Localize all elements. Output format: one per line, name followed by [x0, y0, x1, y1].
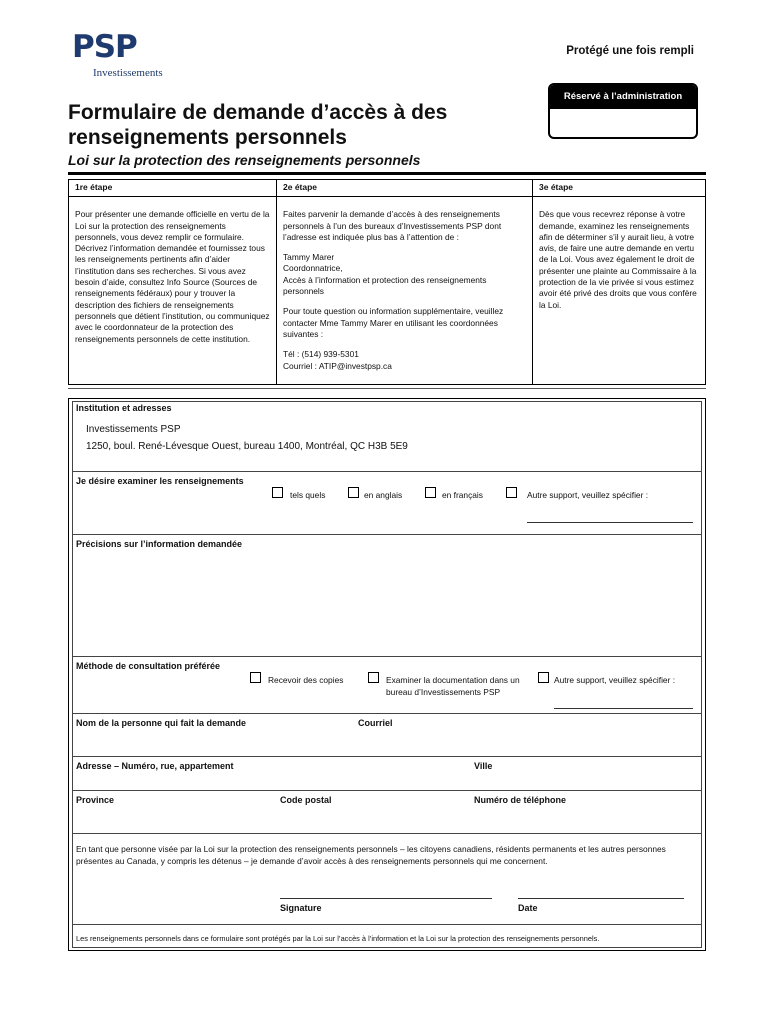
divider — [72, 656, 702, 657]
protected-label: Protégé une fois rempli — [566, 45, 694, 57]
option-english-label: en anglais — [364, 490, 403, 500]
signature-label: Signature — [280, 903, 322, 913]
address-field[interactable] — [76, 773, 466, 787]
declaration-text: En tant que personne visée par la Loi sur la protection des renseignements personnels – les citoyens canadiens, résidents permanents et les autres personnes présentes au Canada, y compris les détenus – je demande d’avoir accès à des renseignements personnels qui me concernent. — [76, 844, 666, 866]
address-label: Adresse – Numéro, rue, appartement — [76, 761, 234, 771]
method-office-label: Examiner la documentation dans un bureau d’Investissements PSP — [386, 675, 520, 697]
option-other-format-label: Autre support, veuillez spécifier : — [527, 490, 649, 500]
method-other-label: Autre support, veuillez spécifier : — [554, 675, 676, 685]
precisions-textarea[interactable] — [76, 552, 698, 652]
checkbox-other-format[interactable] — [506, 487, 517, 498]
step-contact: Tammy Marer Coordonnatrice, Accès à l’information et protection des renseignements personnels — [283, 252, 487, 297]
signature-field[interactable] — [280, 898, 492, 899]
city-field[interactable] — [474, 773, 698, 787]
date-field[interactable] — [518, 898, 684, 899]
province-field[interactable] — [76, 807, 272, 829]
divider — [72, 713, 702, 714]
step-3 — [532, 180, 705, 384]
form-subtitle: Loi sur la protection des renseignements personnels — [68, 152, 421, 168]
date-label: Date — [518, 903, 538, 913]
requester-name-label: Nom de la personne qui fait la demande — [76, 718, 247, 728]
step-paragraph: Faites parvenir la demande d’accès à des renseignements personnels à l’un des bureaux d’Investissements PSP dont l’adresse est indiquée plus bas à l’attention de : — [283, 209, 502, 242]
checkbox-as-is[interactable] — [272, 487, 283, 498]
divider — [72, 471, 702, 472]
step-paragraph: Pour présenter une demande officielle en vertu de la Loi sur la protection des renseignements personnels, vous devez remplir ce formulaire. Décrivez l’information demandée et fournissez tous les renseignements pertinents afin d’aider l’institution dans ses recherches. Si vous avez besoin d’aide, consultez Info Source (Sources de renseignements fédéraux) pour y trouver la description des fichiers de renseignements personnels que détient l’institution, ou communiquez avec le coordonnateur de la protection des renseignements personnels de cette institution. — [75, 209, 270, 344]
step-phone-email: Tél : (514) 939-5301 Courriel : ATIP@investpsp.ca — [283, 349, 392, 371]
title-divider — [68, 172, 706, 175]
checkbox-method-other[interactable] — [538, 672, 549, 683]
psp-logo: PSP — [72, 29, 137, 65]
divider — [72, 924, 702, 925]
checkbox-english[interactable] — [348, 487, 359, 498]
step-1 — [69, 180, 276, 384]
divider — [72, 790, 702, 791]
admin-reserved-box — [548, 83, 698, 139]
method-other-input[interactable] — [554, 708, 693, 709]
email-label: Courriel — [358, 718, 393, 728]
phone-field[interactable] — [474, 807, 698, 829]
divider — [72, 833, 702, 834]
step-2 — [276, 180, 532, 384]
step-paragraph: Dès que vous recevrez réponse à votre demande, examinez les renseignements afin de déterminer s’il y aurait lieu, à votre avis, de faire une autre demande en vertu de la Loi. Vous avez également le droit de présenter une plainte au Commissaire à la protection de la vie privée si vous estimez avoir été privé des droits que vous confère la Loi. — [539, 209, 697, 310]
email-field[interactable] — [358, 730, 698, 752]
step-title: 2e étape — [277, 180, 532, 197]
method-label: Méthode de consultation préférée — [76, 661, 221, 671]
option-as-is-label: tels quels — [290, 490, 326, 500]
checkbox-french[interactable] — [425, 487, 436, 498]
divider — [72, 756, 702, 757]
option-french-label: en français — [442, 490, 483, 500]
precisions-label: Précisions sur l’information demandée — [76, 539, 243, 549]
requester-name-field[interactable] — [76, 730, 346, 752]
step-title: 3e étape — [533, 180, 705, 197]
instructions-steps — [68, 179, 706, 385]
step-paragraph: Pour toute question ou information supplémentaire, veuillez contacter Mme Tammy Marer en utilisant les coordonnées suivantes : — [283, 306, 504, 339]
institution-name: Investissements PSP — [86, 424, 181, 435]
method-copies-label: Recevoir des copies — [268, 675, 344, 685]
city-label: Ville — [474, 761, 493, 771]
step-title: 1re étape — [69, 180, 276, 197]
checkbox-examine-office[interactable] — [368, 672, 379, 683]
admin-reserved-label: Réservé à l’administration — [550, 85, 696, 109]
postal-code-label: Code postal — [280, 795, 332, 805]
divider — [72, 534, 702, 535]
institution-address: 1250, boul. René-Lévesque Ouest, bureau 1400, Montréal, QC H3B 5E9 — [86, 441, 408, 452]
institution-label: Institution et adresses — [76, 403, 172, 413]
checkbox-receive-copies[interactable] — [250, 672, 261, 683]
examine-label: Je désire examiner les renseignements — [76, 476, 244, 486]
form-title: Formulaire de demande d’accès à des renseignements personnels — [68, 101, 448, 149]
province-label: Province — [76, 795, 115, 805]
postal-code-field[interactable] — [280, 807, 466, 829]
privacy-footer: Les renseignements personnels dans ce formulaire sont protégés par la Loi sur l’accès à l’information et la Loi sur la protection des renseignements personnels. — [76, 934, 600, 943]
logo-subtitle: Investissements — [93, 67, 163, 79]
phone-label: Numéro de téléphone — [474, 795, 567, 805]
other-format-input[interactable] — [527, 522, 693, 523]
